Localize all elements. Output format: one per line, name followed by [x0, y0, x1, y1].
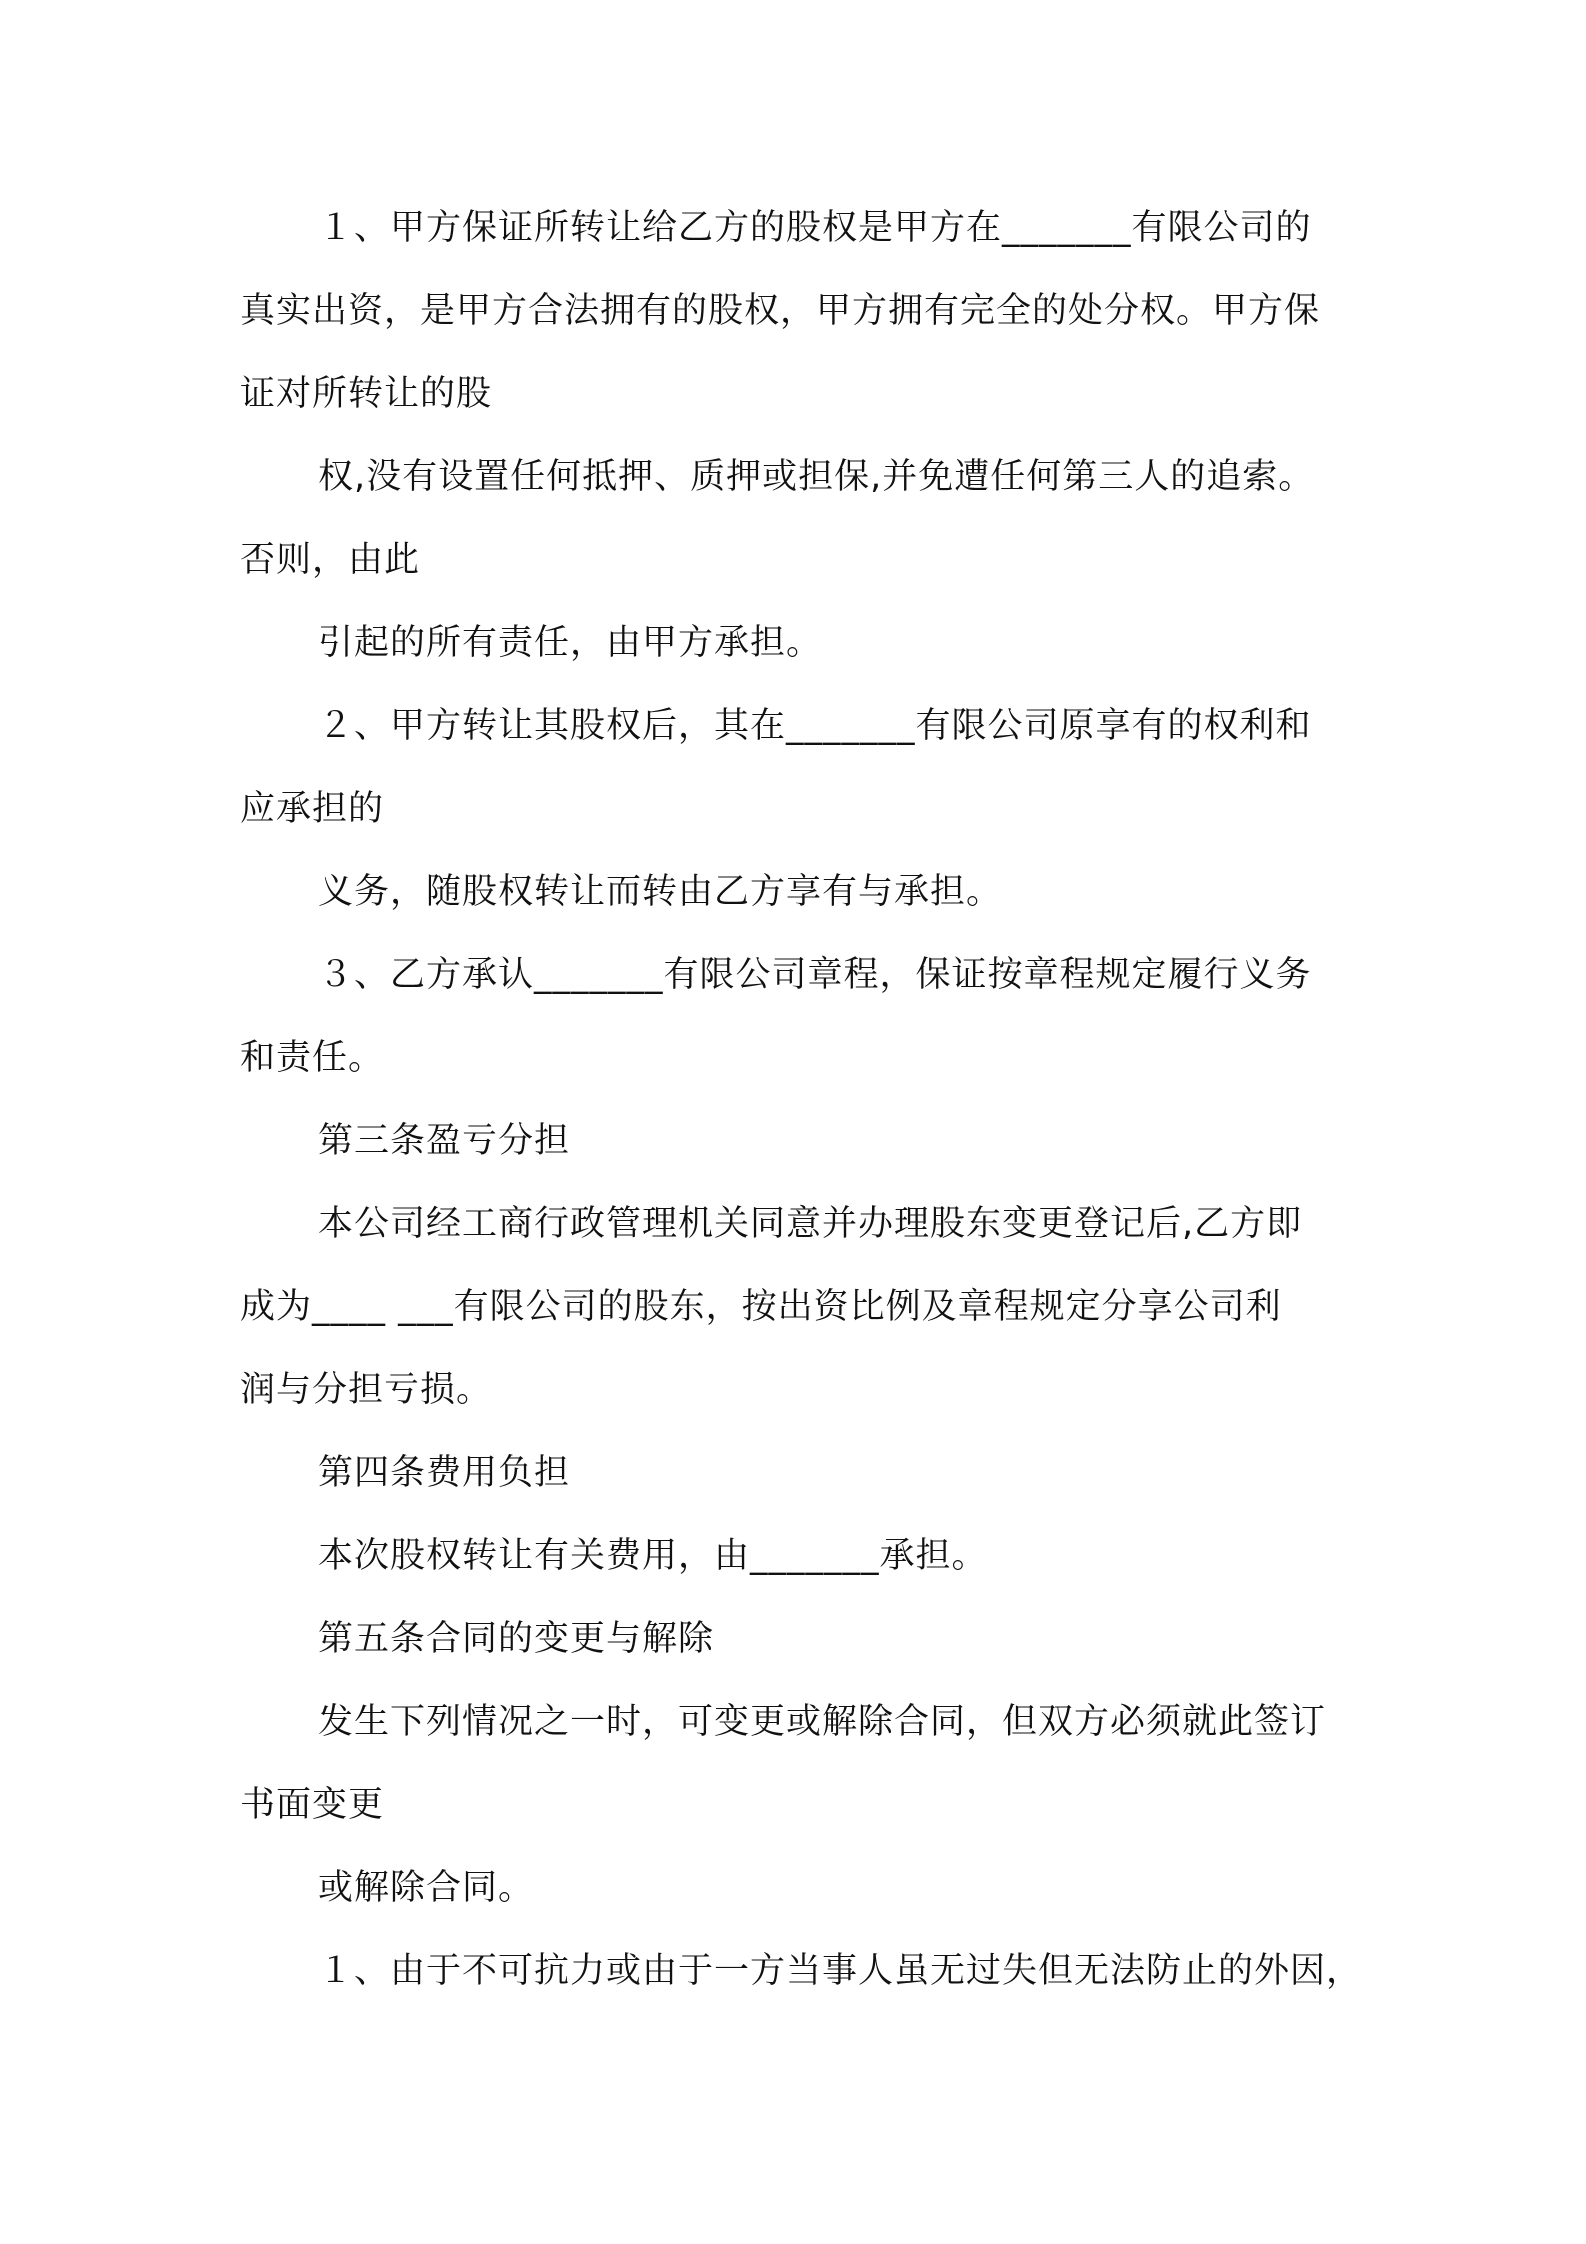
text-line-15: 润与分担亏损。 [240, 1370, 493, 1410]
text-line-1: １、甲方保证所转让给乙方的股权是甲方在_______有限公司的 [318, 208, 1312, 248]
text-line-14: 成为____ ___有限公司的股东，按出资比例及章程规定分享公司利 [240, 1287, 1282, 1327]
text-line-21: 或解除合同。 [318, 1868, 535, 1908]
text-line-20: 书面变更 [240, 1785, 385, 1825]
text-line-9: 义务，随股权转让而转由乙方享有与承担。 [318, 872, 1003, 912]
text-line-3: 证对所转让的股 [240, 374, 493, 414]
text-line-19: 发生下列情况之一时，可变更或解除合同，但双方必须就此签订 [318, 1702, 1327, 1742]
text-line-8: 应承担的 [240, 789, 385, 829]
text-line-6: 引起的所有责任，由甲方承担。 [318, 623, 823, 663]
text-line-13: 本公司经工商行政管理机关同意并办理股东变更登记后,乙方即 [318, 1204, 1303, 1244]
section-heading-4: 第四条费用负担 [318, 1453, 571, 1493]
section-heading-5: 第五条合同的变更与解除 [318, 1619, 715, 1659]
text-line-7: ２、甲方转让其股权后，其在_______有限公司原享有的权利和 [318, 706, 1312, 746]
text-line-5: 否则，由此 [240, 540, 421, 580]
text-line-10: ３、乙方承认_______有限公司章程，保证按章程规定履行义务 [318, 955, 1312, 995]
section-heading-3: 第三条盈亏分担 [318, 1121, 571, 1161]
text-line-17: 本次股权转让有关费用，由_______承担。 [318, 1536, 988, 1576]
text-line-22: １、由于不可抗力或由于一方当事人虽无过失但无法防止的外因， [318, 1951, 1363, 1991]
text-line-2: 真实出资，是甲方合法拥有的股权，甲方拥有完全的处分权。甲方保 [240, 291, 1321, 331]
text-line-4: 权,没有设置任何抵押、质押或担保,并免遭任何第三人的追索。 [318, 457, 1315, 497]
text-line-11: 和责任。 [240, 1038, 385, 1078]
